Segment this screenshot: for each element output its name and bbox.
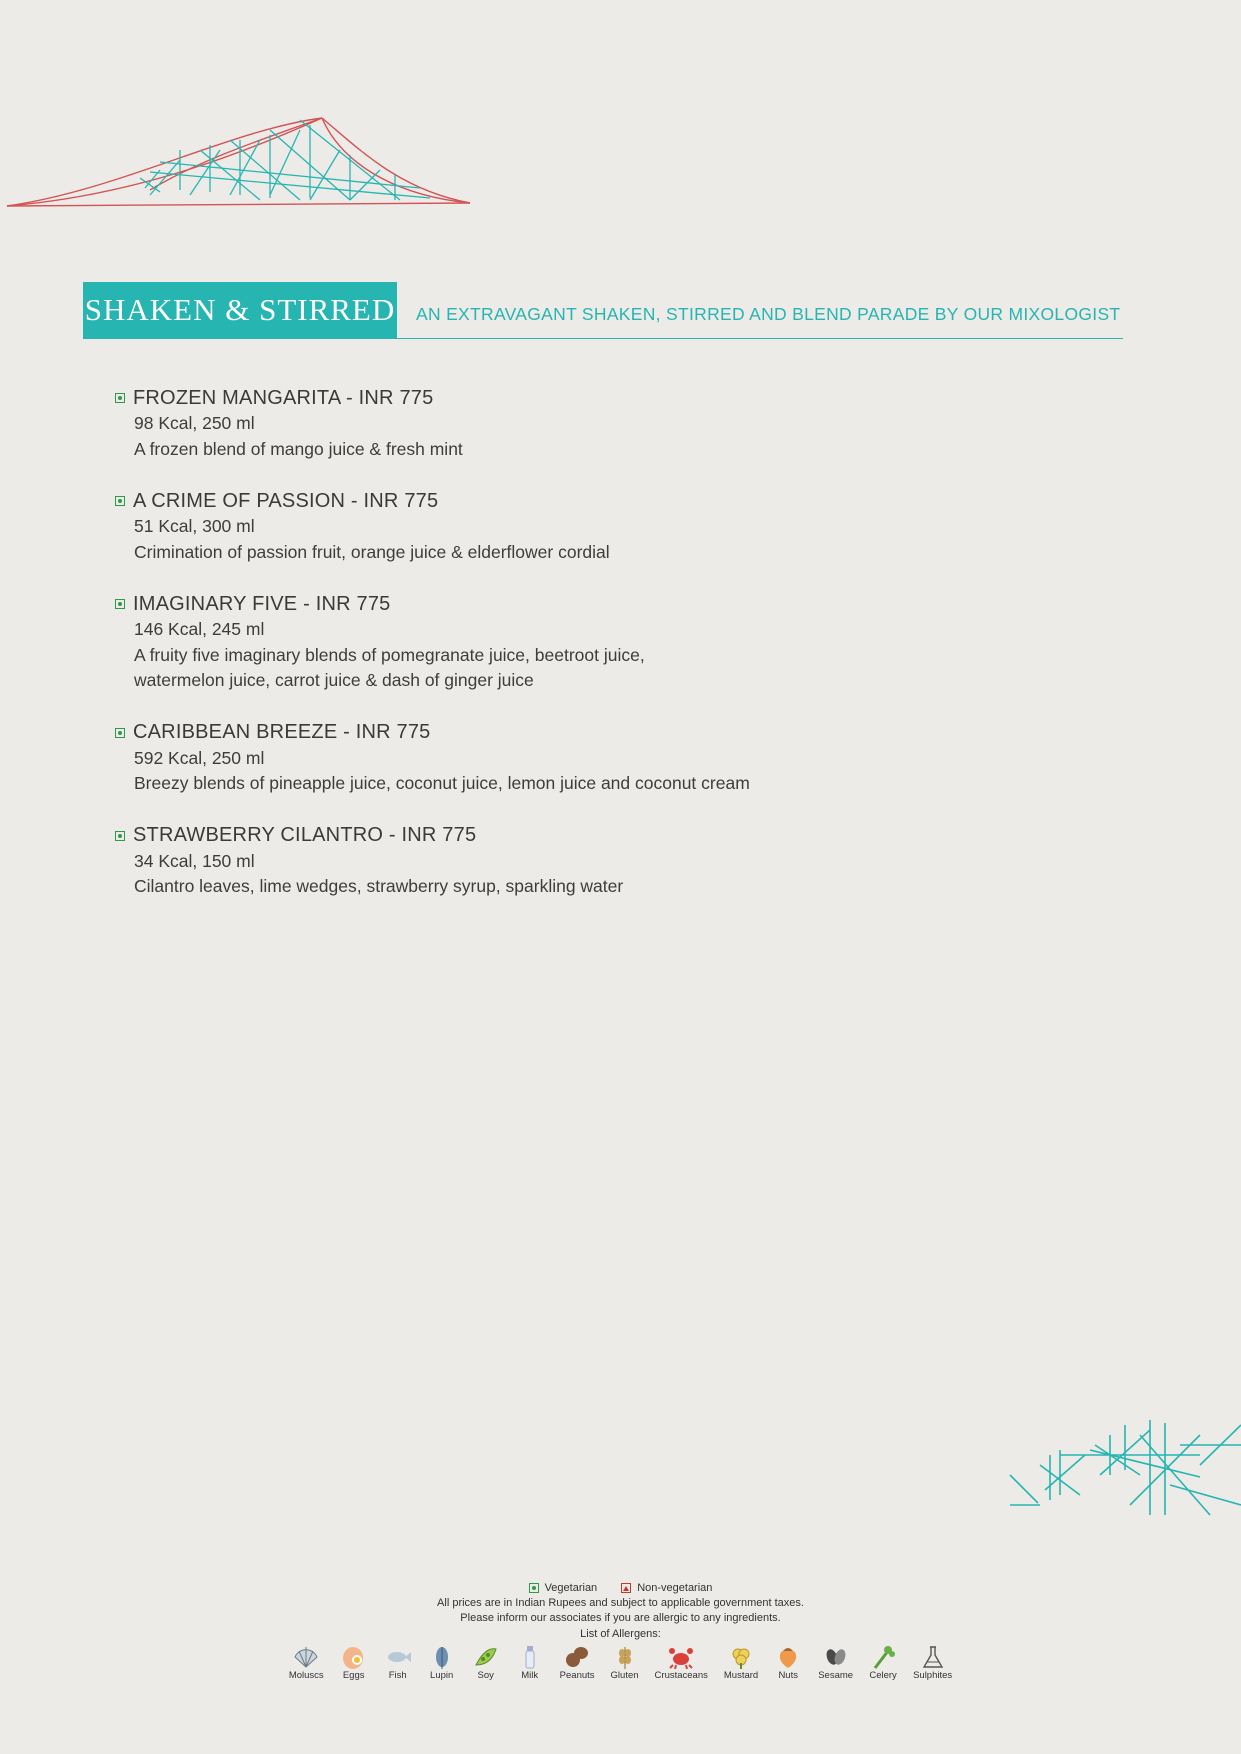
allergen-sulphites: Sulphites xyxy=(905,1644,960,1681)
diet-legend xyxy=(0,1580,1241,1596)
allergen-eggs: Eggs xyxy=(332,1644,376,1681)
item-name: STRAWBERRY CILANTRO - INR 775 xyxy=(133,824,477,846)
allergen-nuts: Nuts xyxy=(766,1644,810,1681)
footer xyxy=(0,1580,1241,1681)
vegetarian-icon xyxy=(115,831,125,841)
vegetarian-label: Vegetarian xyxy=(544,1582,598,1594)
vegetarian-icon xyxy=(115,393,125,403)
item-description: Breezy blends of pineapple juice, coconut juice, lemon juice and coconut cream xyxy=(134,773,750,793)
item-name: IMAGINARY FIVE - INR 775 xyxy=(133,592,391,615)
item-description: Cilantro leaves, lime wedges, strawberry syrup, sparkling water xyxy=(134,876,624,896)
item-description: A fruity five imaginary blends of pomegranate juice, beetroot juice, xyxy=(134,644,645,665)
section-header xyxy=(83,282,1123,339)
lattice-illustration xyxy=(1000,1415,1241,1525)
peanut-icon xyxy=(563,1644,591,1670)
milk-icon xyxy=(516,1644,544,1670)
menu-item xyxy=(115,823,1015,900)
item-description: watermelon juice, carrot juice & dash of ginger juice xyxy=(134,670,534,690)
allergen-milk: Milk xyxy=(508,1644,552,1681)
flask-icon xyxy=(919,1644,947,1670)
allergen-sesame: Sesame xyxy=(810,1644,861,1681)
item-calories: 51 Kcal, 300 ml xyxy=(134,516,255,536)
menu-item xyxy=(115,488,1015,565)
menu-item xyxy=(115,720,1015,797)
allergen-title: List of Allergens: xyxy=(580,1628,661,1640)
item-calories: 34 Kcal, 150 ml xyxy=(134,850,255,871)
crab-icon xyxy=(667,1644,695,1670)
non-vegetarian-icon xyxy=(621,1583,631,1593)
allergen-lupin: Lupin xyxy=(420,1644,464,1681)
item-calories: 98 Kcal, 250 ml xyxy=(134,413,255,433)
bridge-illustration xyxy=(0,100,480,210)
lupin-icon xyxy=(428,1644,456,1670)
item-calories: 146 Kcal, 245 ml xyxy=(134,619,265,639)
mustard-icon xyxy=(727,1644,755,1670)
non-vegetarian-label: Non-vegetarian xyxy=(637,1582,713,1594)
egg-icon xyxy=(340,1644,368,1670)
wheat-icon xyxy=(611,1644,639,1670)
item-name: FROZEN MANGARITA - INR 775 xyxy=(133,386,434,409)
menu-item xyxy=(115,385,1015,462)
allergen-fish: Fish xyxy=(376,1644,420,1681)
allergen-list xyxy=(0,1644,1241,1681)
item-calories: 592 Kcal, 250 ml xyxy=(134,747,265,768)
item-name: CARIBBEAN BREEZE - INR 775 xyxy=(133,721,431,743)
item-description: Crimination of passion fruit, orange juice & elderflower cordial xyxy=(134,541,610,562)
soy-icon xyxy=(472,1644,500,1670)
allergen-soy: Soy xyxy=(464,1644,508,1681)
nut-icon xyxy=(774,1644,802,1670)
item-name: A CRIME OF PASSION - INR 775 xyxy=(133,489,439,512)
menu-item xyxy=(115,591,1015,694)
section-title: SHAKEN & STIRRED xyxy=(83,282,397,338)
allergen-gluten: Gluten xyxy=(603,1644,647,1681)
shell-icon xyxy=(292,1644,320,1670)
vegetarian-icon xyxy=(115,599,125,609)
celery-icon xyxy=(869,1644,897,1670)
sesame-icon xyxy=(822,1644,850,1670)
allergen-moluscs: Moluscs xyxy=(281,1644,332,1681)
allergy-note: Please inform our associates if you are allergic to any ingredients. xyxy=(460,1612,781,1624)
vegetarian-icon xyxy=(115,496,125,506)
allergen-crustaceans: Crustaceans xyxy=(647,1644,716,1681)
allergen-mustard: Mustard xyxy=(716,1644,766,1681)
menu-list xyxy=(115,385,1015,926)
vegetarian-icon xyxy=(529,1583,539,1593)
price-note: All prices are in Indian Rupees and subject to applicable government taxes. xyxy=(437,1597,804,1609)
allergen-celery: Celery xyxy=(861,1644,905,1681)
fish-icon xyxy=(384,1644,412,1670)
allergen-peanuts: Peanuts xyxy=(552,1644,603,1681)
item-description: A frozen blend of mango juice & fresh mint xyxy=(134,438,463,459)
section-subtitle: AN EXTRAVAGANT SHAKEN, STIRRED AND BLEND PARADE BY OUR MIXOLOGIST xyxy=(416,304,1121,324)
vegetarian-icon xyxy=(115,728,125,738)
